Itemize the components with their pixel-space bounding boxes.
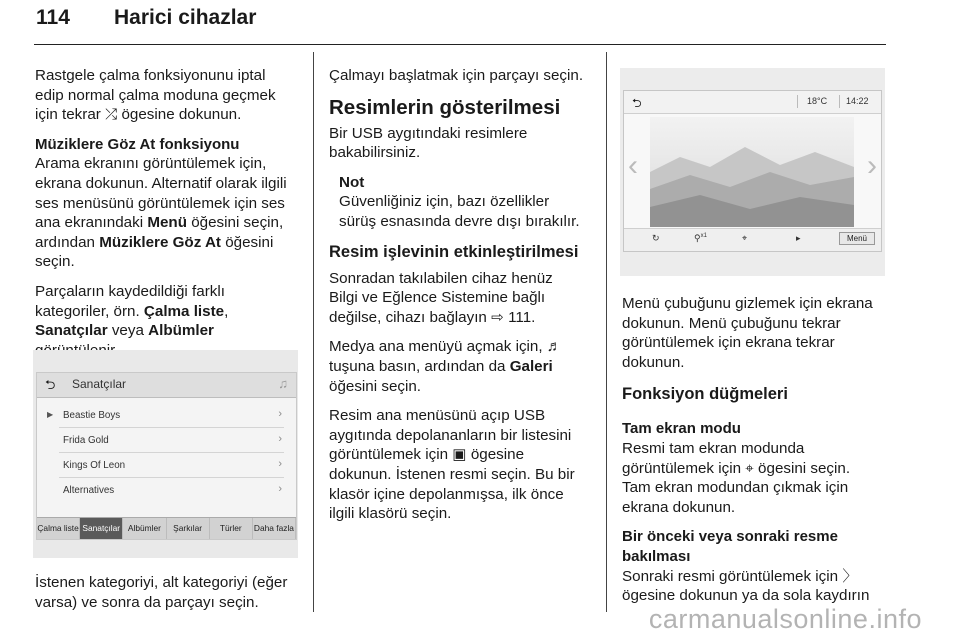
artists-screen-title: Sanatçılar	[72, 377, 127, 391]
slideshow-play-icon[interactable]: ▸	[796, 233, 801, 243]
header-rule	[34, 44, 886, 45]
artists-list	[37, 403, 296, 502]
picture-list-paragraph: Resim ana menüsünü açıp USB aygıtında depolananların bir listesini görüntülemek için ▣ ögesine dokunun. İstenen resmi seçin. Bu bir klasör içine depolanmışsa, ilk önce ilgili klasörü seçin.	[329, 407, 575, 523]
connect-device-paragraph: Sonradan takılabilen cihaz henüz Bilgi ve Eğlence Sistemine bağlı değilse, cihazı bağlayın ⇨ 111.	[329, 269, 553, 326]
back-icon[interactable]: ⮌	[45, 377, 56, 392]
gallery-status-bar	[624, 91, 881, 114]
category-tabs	[37, 517, 296, 539]
artists-caption: İstenen kategoriyi, alt kategoriyi (eğer varsa) ve sonra da parçayı seçin.	[35, 574, 288, 611]
left-column	[35, 66, 303, 370]
previous-image-icon[interactable]: ‹	[628, 149, 638, 182]
temperature: 18°C	[807, 96, 828, 106]
rotate-icon[interactable]: ↻	[652, 233, 660, 243]
note-label: Not	[339, 173, 365, 191]
tab-songs[interactable]: Şarkılar	[167, 518, 210, 539]
menu-button[interactable]: Menü	[839, 232, 875, 245]
safety-note: Not Güvenliğiniz için, bazı özellikler sürüş esnasında devre dışı bırakılır.	[339, 173, 599, 232]
browse-heading: Müziklere Göz At fonksiyonu	[35, 135, 240, 153]
tab-playlists[interactable]: Çalma liste	[37, 518, 80, 539]
start-playback-paragraph: Çalmayı başlatmak için parçayı seçin.	[329, 67, 584, 84]
activate-heading: Resim işlevinin etkinleştirilmesi	[329, 242, 579, 261]
artists-screen	[36, 372, 297, 540]
right-column	[622, 294, 890, 616]
mountain-landscape	[650, 117, 854, 227]
column-divider-left	[313, 52, 314, 612]
usb-images-paragraph: Bir USB aygıtındaki resimlere bakabilirsiniz.	[329, 124, 528, 162]
gallery-screen	[623, 90, 882, 252]
chevron-right-icon: ›	[278, 458, 282, 470]
watermark: carmanualsonline.info	[648, 604, 922, 634]
displayed-picture[interactable]	[650, 117, 854, 227]
fullscreen-icon[interactable]: ⌖	[742, 233, 748, 243]
prev-next-subheading: Bir önceki veya sonraki resme bakılması	[622, 528, 838, 565]
tab-more[interactable]: Daha fazla	[253, 518, 296, 539]
artists-title-bar	[37, 373, 296, 398]
list-item[interactable]: Kings Of Leon ›	[59, 453, 284, 478]
column-divider-right	[606, 52, 607, 612]
gallery-menu-bar	[624, 228, 881, 251]
fullscreen-subheading: Tam ekran modu	[622, 420, 741, 438]
page-number: 114	[36, 6, 70, 29]
menu-bar-paragraph: Menü çubuğunu gizlemek için ekrana dokunun. Menü çubuğunu tekrar görüntülemek için ekrana tekrar dokunun.	[622, 295, 873, 371]
tab-artists[interactable]: Sanatçılar	[80, 518, 123, 539]
chevron-right-icon: ›	[278, 433, 282, 445]
zoom-icon[interactable]: ⚲$^{x1}$	[694, 233, 707, 243]
shuffle-icon: ⤮	[105, 106, 118, 124]
back-icon[interactable]: ⮌	[632, 96, 642, 110]
artists-screenshot	[33, 350, 298, 558]
media-menu-paragraph: Medya ana menüyü açmak için, ♬ tuşuna basın, ardından da Galeri öğesini seçin.	[329, 338, 562, 395]
fullscreen-paragraph: Resmi tam ekran modunda görüntülemek için ⌖ ögesini seçin. Tam ekran modundan çıkmak için ekrana dokunun.	[622, 439, 851, 516]
fullscreen-icon: ⌖	[745, 459, 754, 477]
chevron-right-icon: 〉	[842, 567, 858, 585]
clock: 14:22	[846, 96, 869, 106]
picture-list-icon: ▣	[452, 446, 467, 464]
next-image-icon[interactable]: ›	[867, 149, 877, 182]
list-item[interactable]: Beastie Boys ›	[59, 403, 284, 428]
music-note-icon: ♫	[278, 376, 288, 391]
list-item[interactable]: Frida Gold ›	[59, 428, 284, 453]
images-heading: Resimlerin gösterilmesi	[329, 95, 561, 119]
list-item[interactable]: Alternatives ›	[63, 483, 282, 496]
page-reference-icon: ⇨	[491, 308, 504, 326]
categories-paragraph: Parçaların kaydedildiği farklı kategoriler, örn. Çalma liste, Sanatçılar veya Albümler	[35, 282, 229, 340]
middle-column	[329, 66, 599, 534]
media-key-icon: ♬	[546, 338, 562, 356]
shuffle-paragraph: Rastgele çalma fonksiyonunu iptal edip normal çalma moduna geçmek için tekrar ⤮ ögesine dokunun.	[35, 67, 276, 124]
tab-albums[interactable]: Albümler	[123, 518, 166, 539]
chevron-right-icon: ›	[278, 483, 282, 495]
functions-heading: Fonksiyon düğmeleri	[622, 385, 788, 404]
play-indicator-icon: ▶	[47, 410, 54, 419]
tab-genres[interactable]: Türler	[210, 518, 253, 539]
prev-next-paragraph: Sonraki resmi görüntülemek için 〉 ögesine dokunun ya da sola kaydırın	[622, 567, 870, 605]
browse-paragraph: Arama ekranını görüntülemek için, ekrana dokunun. Alternatif olarak ilgili ses menüsünü görüntülemek için ses ana ekranındaki Menü öğesini seçin, ardından Müziklere Göz At öğesini seçin.	[35, 155, 287, 271]
gallery-screenshot	[620, 68, 885, 276]
chevron-right-icon: ›	[278, 408, 282, 420]
chapter-title: Harici cihazlar	[114, 6, 257, 29]
